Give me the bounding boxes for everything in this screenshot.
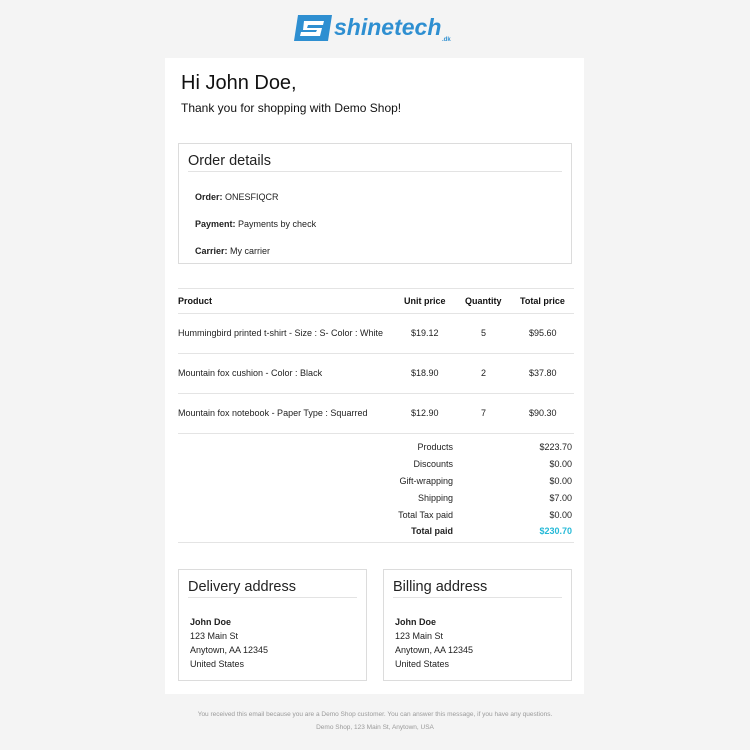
header-unit-price: Unit price bbox=[404, 296, 446, 306]
order-value: ONESFIQCR bbox=[225, 192, 279, 202]
table-row bbox=[178, 313, 574, 354]
order-details-title: Order details bbox=[188, 153, 272, 169]
table-row bbox=[178, 393, 574, 434]
billing-name: John Doe bbox=[395, 617, 437, 627]
total-price: $37.80 bbox=[529, 368, 557, 378]
divider bbox=[393, 597, 562, 598]
totals-total-paid-value: $230.70 bbox=[539, 526, 572, 536]
totals-products-label: Products bbox=[417, 442, 453, 452]
billing-address-title: Billing address bbox=[393, 579, 488, 595]
unit-price: $12.90 bbox=[411, 408, 439, 418]
divider bbox=[188, 597, 357, 598]
delivery-street: 123 Main St bbox=[190, 631, 239, 641]
totals-gift-wrapping-label: Gift-wrapping bbox=[399, 476, 453, 486]
header-quantity: Quantity bbox=[465, 296, 502, 306]
divider bbox=[178, 542, 574, 543]
delivery-country: United States bbox=[190, 659, 245, 669]
totals-shipping-value: $7.00 bbox=[549, 493, 572, 503]
header-product: Product bbox=[178, 296, 213, 306]
total-price: $95.60 bbox=[529, 328, 557, 338]
payment-label: Payment: bbox=[195, 219, 236, 229]
order-label: Order: bbox=[195, 192, 223, 202]
divider bbox=[188, 171, 562, 172]
billing-street: 123 Main St bbox=[395, 631, 444, 641]
order-details-box bbox=[178, 143, 572, 264]
shinetech-logo bbox=[294, 13, 456, 43]
payment-value: Payments by check bbox=[238, 219, 317, 229]
logo-suffix: .dk bbox=[442, 37, 451, 43]
quantity: 2 bbox=[481, 368, 487, 378]
totals-shipping-label: Shipping bbox=[417, 493, 453, 503]
totals-discounts-value: $0.00 bbox=[549, 459, 572, 469]
delivery-address-title: Delivery address bbox=[188, 579, 296, 595]
billing-country: United States bbox=[395, 659, 450, 669]
email-card bbox=[165, 58, 584, 694]
header bbox=[0, 0, 750, 58]
payment-method bbox=[195, 219, 316, 229]
totals-discounts-label: Discounts bbox=[413, 459, 453, 469]
delivery-city: Anytown, AA 12345 bbox=[190, 645, 269, 655]
billing-city: Anytown, AA 12345 bbox=[395, 645, 474, 655]
products-table-header bbox=[178, 288, 574, 314]
totals-total-paid-label: Total paid bbox=[411, 526, 453, 536]
totals-tax-label: Total Tax paid bbox=[398, 510, 453, 520]
product-name: Mountain fox notebook - Paper Type : Squarred bbox=[178, 408, 368, 418]
delivery-address-box bbox=[178, 569, 367, 681]
product-name: Mountain fox cushion - Color : Black bbox=[178, 368, 323, 378]
unit-price: $19.12 bbox=[411, 328, 439, 338]
unit-price: $18.90 bbox=[411, 368, 439, 378]
totals-products-value: $223.70 bbox=[539, 442, 572, 452]
carrier-value: My carrier bbox=[230, 246, 271, 256]
greeting: Hi John Doe, bbox=[181, 72, 297, 94]
billing-address-box bbox=[383, 569, 572, 681]
footer-address: Demo Shop, 123 Main St, Anytown, USA bbox=[316, 724, 434, 731]
carrier bbox=[195, 246, 270, 256]
thanks-message: Thank you for shopping with Demo Shop! bbox=[181, 101, 402, 115]
quantity: 5 bbox=[481, 328, 487, 338]
product-name: Hummingbird printed t-shirt - Size : S- Color : White bbox=[178, 328, 384, 338]
footer-notice: You received this email because you are a Demo Shop customer. You can answer this message, if you have any questions. bbox=[197, 711, 553, 718]
totals-gift-wrapping-value: $0.00 bbox=[549, 476, 572, 486]
total-price: $90.30 bbox=[529, 408, 557, 418]
logo-wordmark: shinetech bbox=[334, 14, 442, 40]
header-total-price: Total price bbox=[520, 296, 565, 306]
order-reference bbox=[195, 192, 279, 202]
table-row bbox=[178, 353, 574, 394]
delivery-name: John Doe bbox=[190, 617, 232, 627]
carrier-label: Carrier: bbox=[195, 246, 228, 256]
totals-tax-value: $0.00 bbox=[549, 510, 572, 520]
quantity: 7 bbox=[481, 408, 487, 418]
